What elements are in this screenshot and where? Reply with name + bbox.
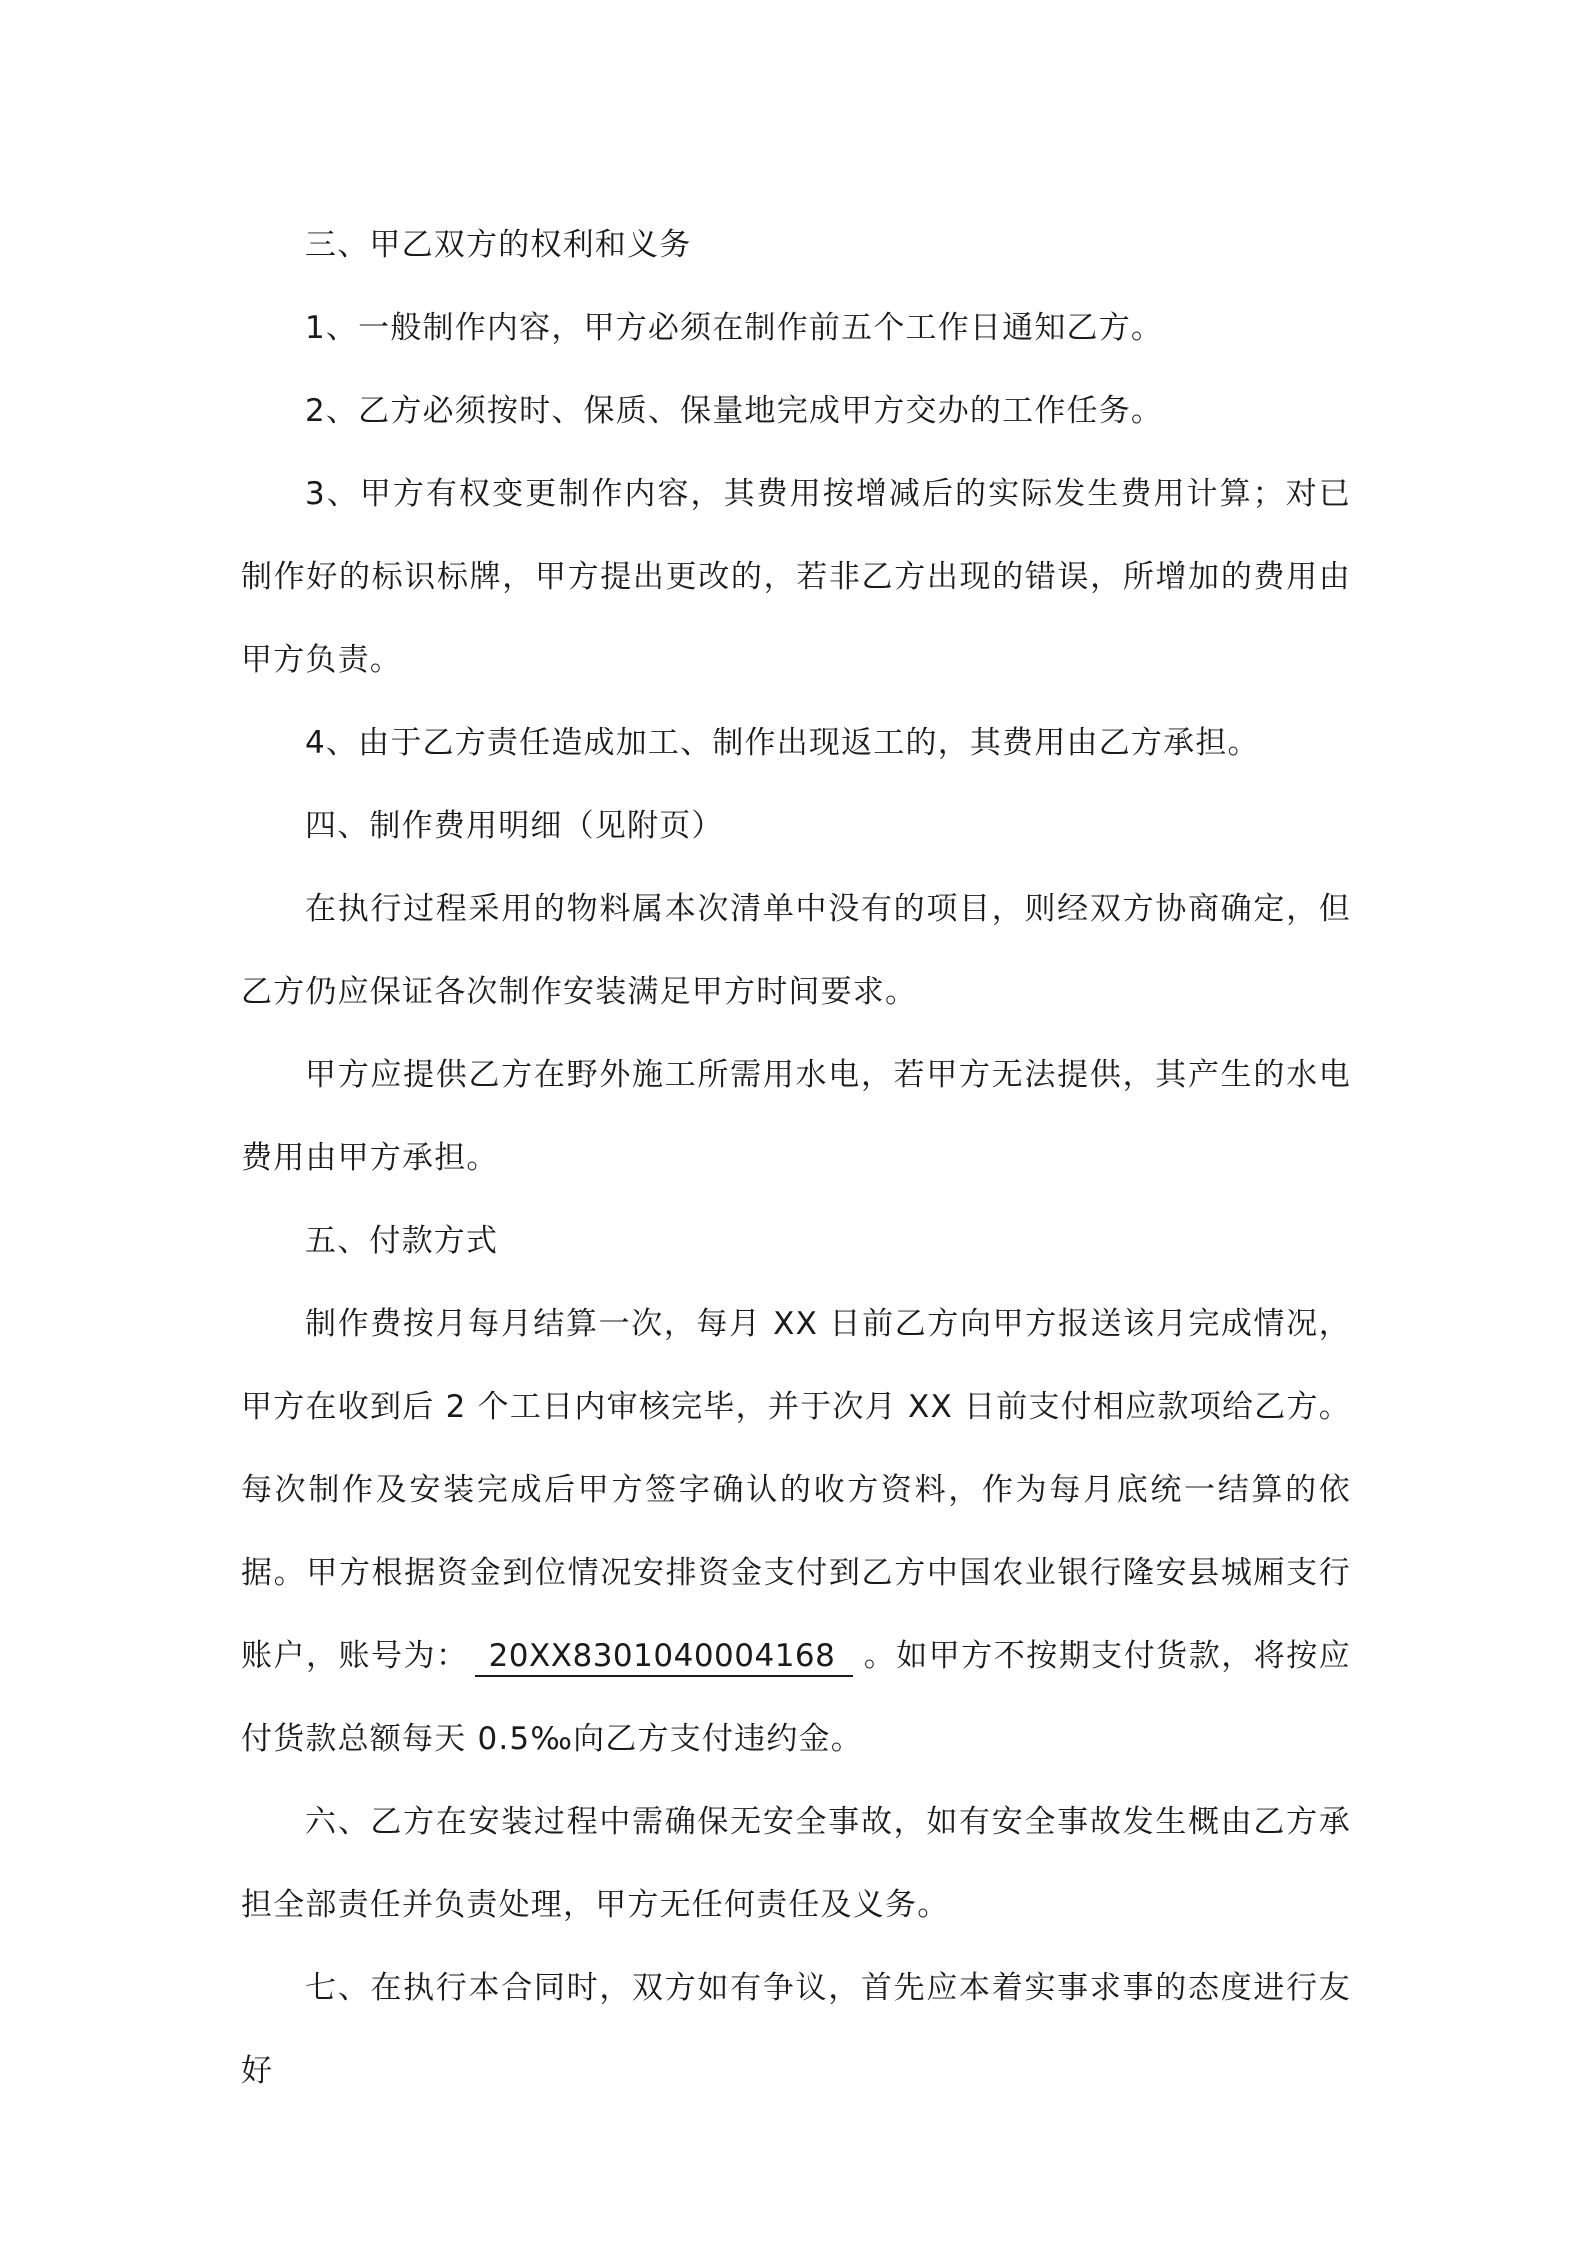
payment-text-before: 制作费按月每月结算一次，每月 XX 日前乙方向甲方报送该月完成情况，甲方在收到后 2 个工日内审核完毕，并于次月 XX 日前支付相应款项给乙方。每次制作及安装完成后甲方签字确认的收方资料，作为每月底统一结算的依据。甲方根据资金到位情况安排资金支付到乙方中国农业银行隆安县城厢支行账户，账号为： xyxy=(241,1306,1351,1674)
clause-3-3: 3、甲方有权变更制作内容，其费用按增减后的实际发生费用计算；对已制作好的标识标牌，甲方提出更改的，若非乙方出现的错误，所增加的费用由甲方负责。 xyxy=(241,476,1351,678)
section-4-heading: 四、制作费用明细（见附页） xyxy=(305,808,724,844)
section-6-paragraph: 六、乙方在安装过程中需确保无安全事故，如有安全事故发生概由乙方承担全部责任并负责处理，甲方无任何责任及义务。 xyxy=(241,1804,1351,1923)
section-7-paragraph: 七、在执行本合同时，双方如有争议，首先应本着实事求事的态度进行友好 xyxy=(241,1970,1351,2089)
account-number: 20XX8301040004168 xyxy=(475,1637,854,1677)
clause-3-1: 1、一般制作内容，甲方必须在制作前五个工作日通知乙方。 xyxy=(305,310,1164,346)
section-3-heading: 三、甲乙双方的权利和义务 xyxy=(305,227,692,263)
clause-3-4: 4、由于乙方责任造成加工、制作出现返工的，其费用由乙方承担。 xyxy=(305,725,1260,761)
clause-3-2: 2、乙方必须按时、保质、保量地完成甲方交办的工作任务。 xyxy=(305,393,1164,429)
contract-page xyxy=(241,204,1351,2113)
materials-paragraph: 在执行过程采用的物料属本次清单中没有的项目，则经双方协商确定，但乙方仍应保证各次制作安装满足甲方时间要求。 xyxy=(241,891,1351,1010)
payment-paragraph xyxy=(241,1283,1351,1781)
utilities-paragraph: 甲方应提供乙方在野外施工所需用水电，若甲方无法提供，其产生的水电费用由甲方承担。 xyxy=(241,1057,1351,1176)
section-5-heading: 五、付款方式 xyxy=(305,1223,499,1259)
payment-text-after: 。如甲方不按期支付货款，将按应付货款总额每天 0.5‰向乙方支付违约金。 xyxy=(241,1638,1352,1757)
